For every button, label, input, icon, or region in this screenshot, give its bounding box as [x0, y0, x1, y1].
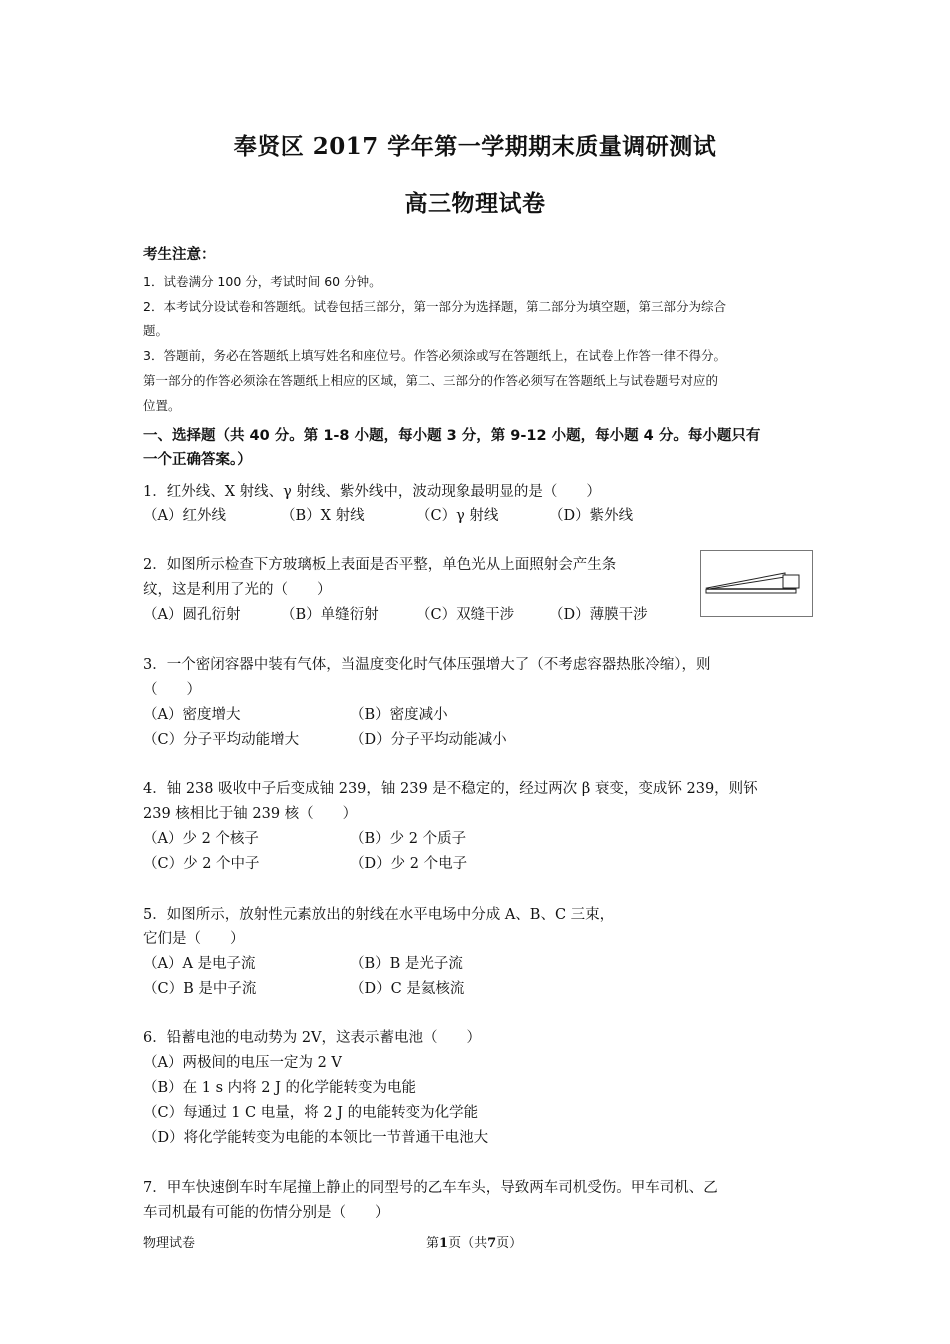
footer-current-page: 1: [439, 1236, 449, 1251]
q3-option-d: （D）分子平均动能减小: [350, 732, 507, 748]
footer-page-prefix: 第: [426, 1236, 440, 1251]
q4-option-d: （D）少 2 个电子: [350, 856, 468, 872]
question-3-stem-cont: （ ）: [143, 682, 201, 698]
q5-option-c: （C）B 是中子流: [143, 981, 257, 997]
question-4-stem-cont: 239 核相比于铀 239 核（ ）: [143, 806, 358, 822]
q2-option-d: （D）薄膜干涉: [549, 607, 648, 623]
q1-option-c: （C）γ 射线: [416, 508, 499, 524]
notice-line: 2．本考试分设试卷和答题纸。试卷包括三部分，第一部分为选择题，第二部分为填空题，第三部分为综合: [143, 299, 726, 314]
q6-option-a: （A）两极间的电压一定为 2 V: [143, 1055, 342, 1071]
notice-line: 第一部分的作答必须涂在答题纸上相应的区域，第二、三部分的作答必须写在答题纸上与试卷题号对应的: [143, 373, 719, 388]
q2-option-b: （B）单缝衍射: [281, 607, 379, 623]
question-2-stem-cont: 纹，这是利用了光的（ ）: [143, 582, 332, 598]
q5-option-a: （A）A 是电子流: [143, 956, 256, 972]
question-7-stem-cont: 车司机最有可能的伤情分别是（ ）: [143, 1205, 390, 1221]
footer-total-pages: 7: [487, 1236, 497, 1251]
exam-subtitle: 高三物理试卷: [404, 190, 546, 217]
q4-option-a: （A）少 2 个核子: [143, 831, 259, 847]
question-5-stem: 5．如图所示，放射性元素放出的射线在水平电场中分成 A、B、C 三束，: [143, 907, 615, 923]
notice-heading: 考生注意：: [143, 247, 216, 263]
question-6-stem: 6．铅蓄电池的电动势为 2V，这表示蓄电池（ ）: [143, 1030, 482, 1046]
section-heading-cont: 一个正确答案。）: [143, 452, 252, 468]
q5-option-d: （D）C 是氦核流: [350, 981, 465, 997]
q6-option-b: （B）在 1 s 内将 2 J 的化学能转变为电能: [143, 1080, 417, 1096]
q3-option-b: （B）密度减小: [350, 707, 448, 723]
glass-plate-figure: [700, 550, 813, 617]
notice-line: 1．试卷满分 100 分，考试时间 60 分钟。: [143, 274, 382, 289]
q1-option-a: （A）红外线: [143, 508, 226, 524]
footer-page-number: [426, 1232, 522, 1251]
footer-subject: 物理试卷: [143, 1236, 196, 1251]
notice-line: 位置。: [143, 398, 181, 413]
q3-option-a: （A）密度增大: [143, 707, 241, 723]
footer-page-suffix: 页）: [496, 1236, 523, 1251]
section-heading: 一、选择题（共 40 分。第 1-8 小题，每小题 3 分，第 9-12 小题，每小题 4 分。每小题只有: [143, 428, 761, 444]
q4-option-b: （B）少 2 个质子: [350, 831, 467, 847]
question-2-stem: 2．如图所示检查下方玻璃板上表面是否平整，单色光从上面照射会产生条: [143, 557, 617, 573]
wedge-diagram-icon: [701, 551, 812, 616]
question-1-stem: 1．红外线、X 射线、γ 射线、紫外线中，波动现象最明显的是（ ）: [143, 484, 601, 500]
q1-option-d: （D）紫外线: [549, 508, 634, 524]
question-7-stem: 7．甲车快速倒车时车尾撞上静止的同型号的乙车车头，导致两车司机受伤。甲车司机、乙: [143, 1180, 718, 1196]
q2-option-c: （C）双缝干涉: [416, 607, 515, 623]
question-3-stem: 3．一个密闭容器中装有气体，当温度变化时气体压强增大了（不考虑容器热胀冷缩），则: [143, 657, 711, 673]
q3-option-c: （C）分子平均动能增大: [143, 732, 300, 748]
q2-option-a: （A）圆孔衍射: [143, 607, 241, 623]
q4-option-c: （C）少 2 个中子: [143, 856, 260, 872]
question-5-stem-cont: 它们是（ ）: [143, 931, 245, 947]
q1-option-b: （B）X 射线: [281, 508, 365, 524]
q5-option-b: （B）B 是光子流: [350, 956, 463, 972]
q6-option-c: （C）每通过 1 C 电量，将 2 J 的电能转变为化学能: [143, 1105, 479, 1121]
question-4-stem: 4．铀 238 吸收中子后变成铀 239，铀 239 是不稳定的，经过两次 β 衰变，变成钚 239，则钚: [143, 781, 758, 797]
exam-title: 奉贤区 2017 学年第一学期期末质量调研测试: [233, 133, 717, 160]
q6-option-d: （D）将化学能转变为电能的本领比一节普通干电池大: [143, 1130, 489, 1146]
notice-line: 题。: [143, 323, 169, 338]
footer-page-mid: 页（共: [448, 1236, 488, 1251]
notice-line: 3．答题前，务必在答题纸上填写姓名和座位号。作答必须涂或写在答题纸上，在试卷上作答一律不得分。: [143, 348, 726, 363]
